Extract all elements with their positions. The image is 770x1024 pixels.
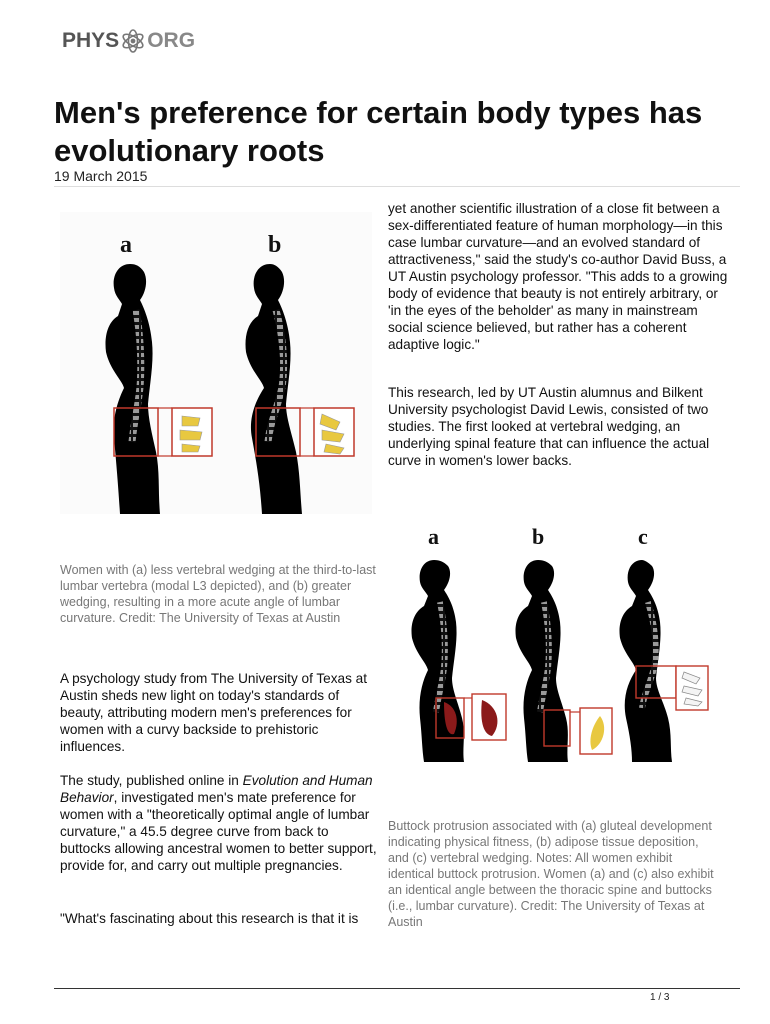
figure-2-label-b: b xyxy=(532,524,545,549)
silhouette-2c xyxy=(620,560,709,762)
figure-2-label-a: a xyxy=(428,524,439,549)
journal-title: Evolution and Human Behavior xyxy=(60,773,373,805)
left-paragraph-2 xyxy=(60,772,380,874)
logo-phys-text: PHYS xyxy=(62,29,120,52)
silhouette-2b xyxy=(516,560,613,762)
atom-icon xyxy=(120,28,146,54)
left-paragraph-3: "What's fascinating about this research is that it is xyxy=(60,911,359,926)
footer-divider xyxy=(54,988,740,989)
article-title: Men's preference for certain body types has evolutionary roots xyxy=(54,95,703,168)
paragraph-2-lead: The study, published online in xyxy=(60,773,243,788)
left-paragraph-1: A psychology study from The University of Texas at Austin sheds new light on today's standards of beauty, attributing modern men's preferences for women with a curvy backside to prehistoric influences. xyxy=(60,671,368,754)
right-paragraph-2: This research, led by UT Austin alumnus and Bilkent University psychologist David Lewis, consisted of two studies. The first looked at vertebral wedging, an underlying spinal feature that can influence the actual curve in women's lower backs. xyxy=(388,385,710,468)
figure-2-label-c: c xyxy=(638,524,648,549)
figure-1-image xyxy=(60,212,372,514)
article-date: 19 March 2015 xyxy=(54,168,148,184)
phys-org-logo[interactable] xyxy=(62,26,195,56)
header-divider xyxy=(54,186,740,187)
silhouette-2a xyxy=(412,560,507,762)
paragraph-2-rest: , investigated men's mate preference for women with a "theoretically optimal angle of lumbar curvature," a 45.5 degree curve from back to buttocks allowing ancestral women to better support, provide for, and carry out multiple pregnancies. xyxy=(60,790,377,873)
figure-1-caption: Women with (a) less vertebral wedging at the third-to-last lumbar vertebra (modal L3 depicted), and (b) greater wedging, resulting in a more acute angle of lumbar curvature. Credit: The University of Texas at Austin xyxy=(60,563,376,625)
logo-org-text: ORG xyxy=(147,29,196,52)
figure-2-image xyxy=(404,522,720,762)
page-number: 1 / 3 xyxy=(650,992,670,1003)
right-paragraph-1: yet another scientific illustration of a close fit between a sex-differentiated feature of human morphology—in this case lumbar curvature—and an evolved standard of attractiveness," said the study's co-author David Buss, a UT Austin psychology professor. "This adds to a growing body of evidence that beauty is not entirely arbitrary, or 'in the eyes of the beholder' as many in mainstream social science believed, but rather has a coherent adaptive logic." xyxy=(388,201,728,352)
figure-2-caption: Buttock protrusion associated with (a) gluteal development indicating physical fitness, (b) adipose tissue deposition, and (c) vertebral wedging. Notes: All women exhibit identical buttock protrusion. Women (a) and (c) also exhibit an identical angle between the thoracic spine and buttocks (i.e., lumbar curvature). Credit: The University of Texas at Austin xyxy=(388,819,714,929)
figure-1-label-a: a xyxy=(120,232,132,258)
figure-1-label-b: b xyxy=(268,232,282,258)
